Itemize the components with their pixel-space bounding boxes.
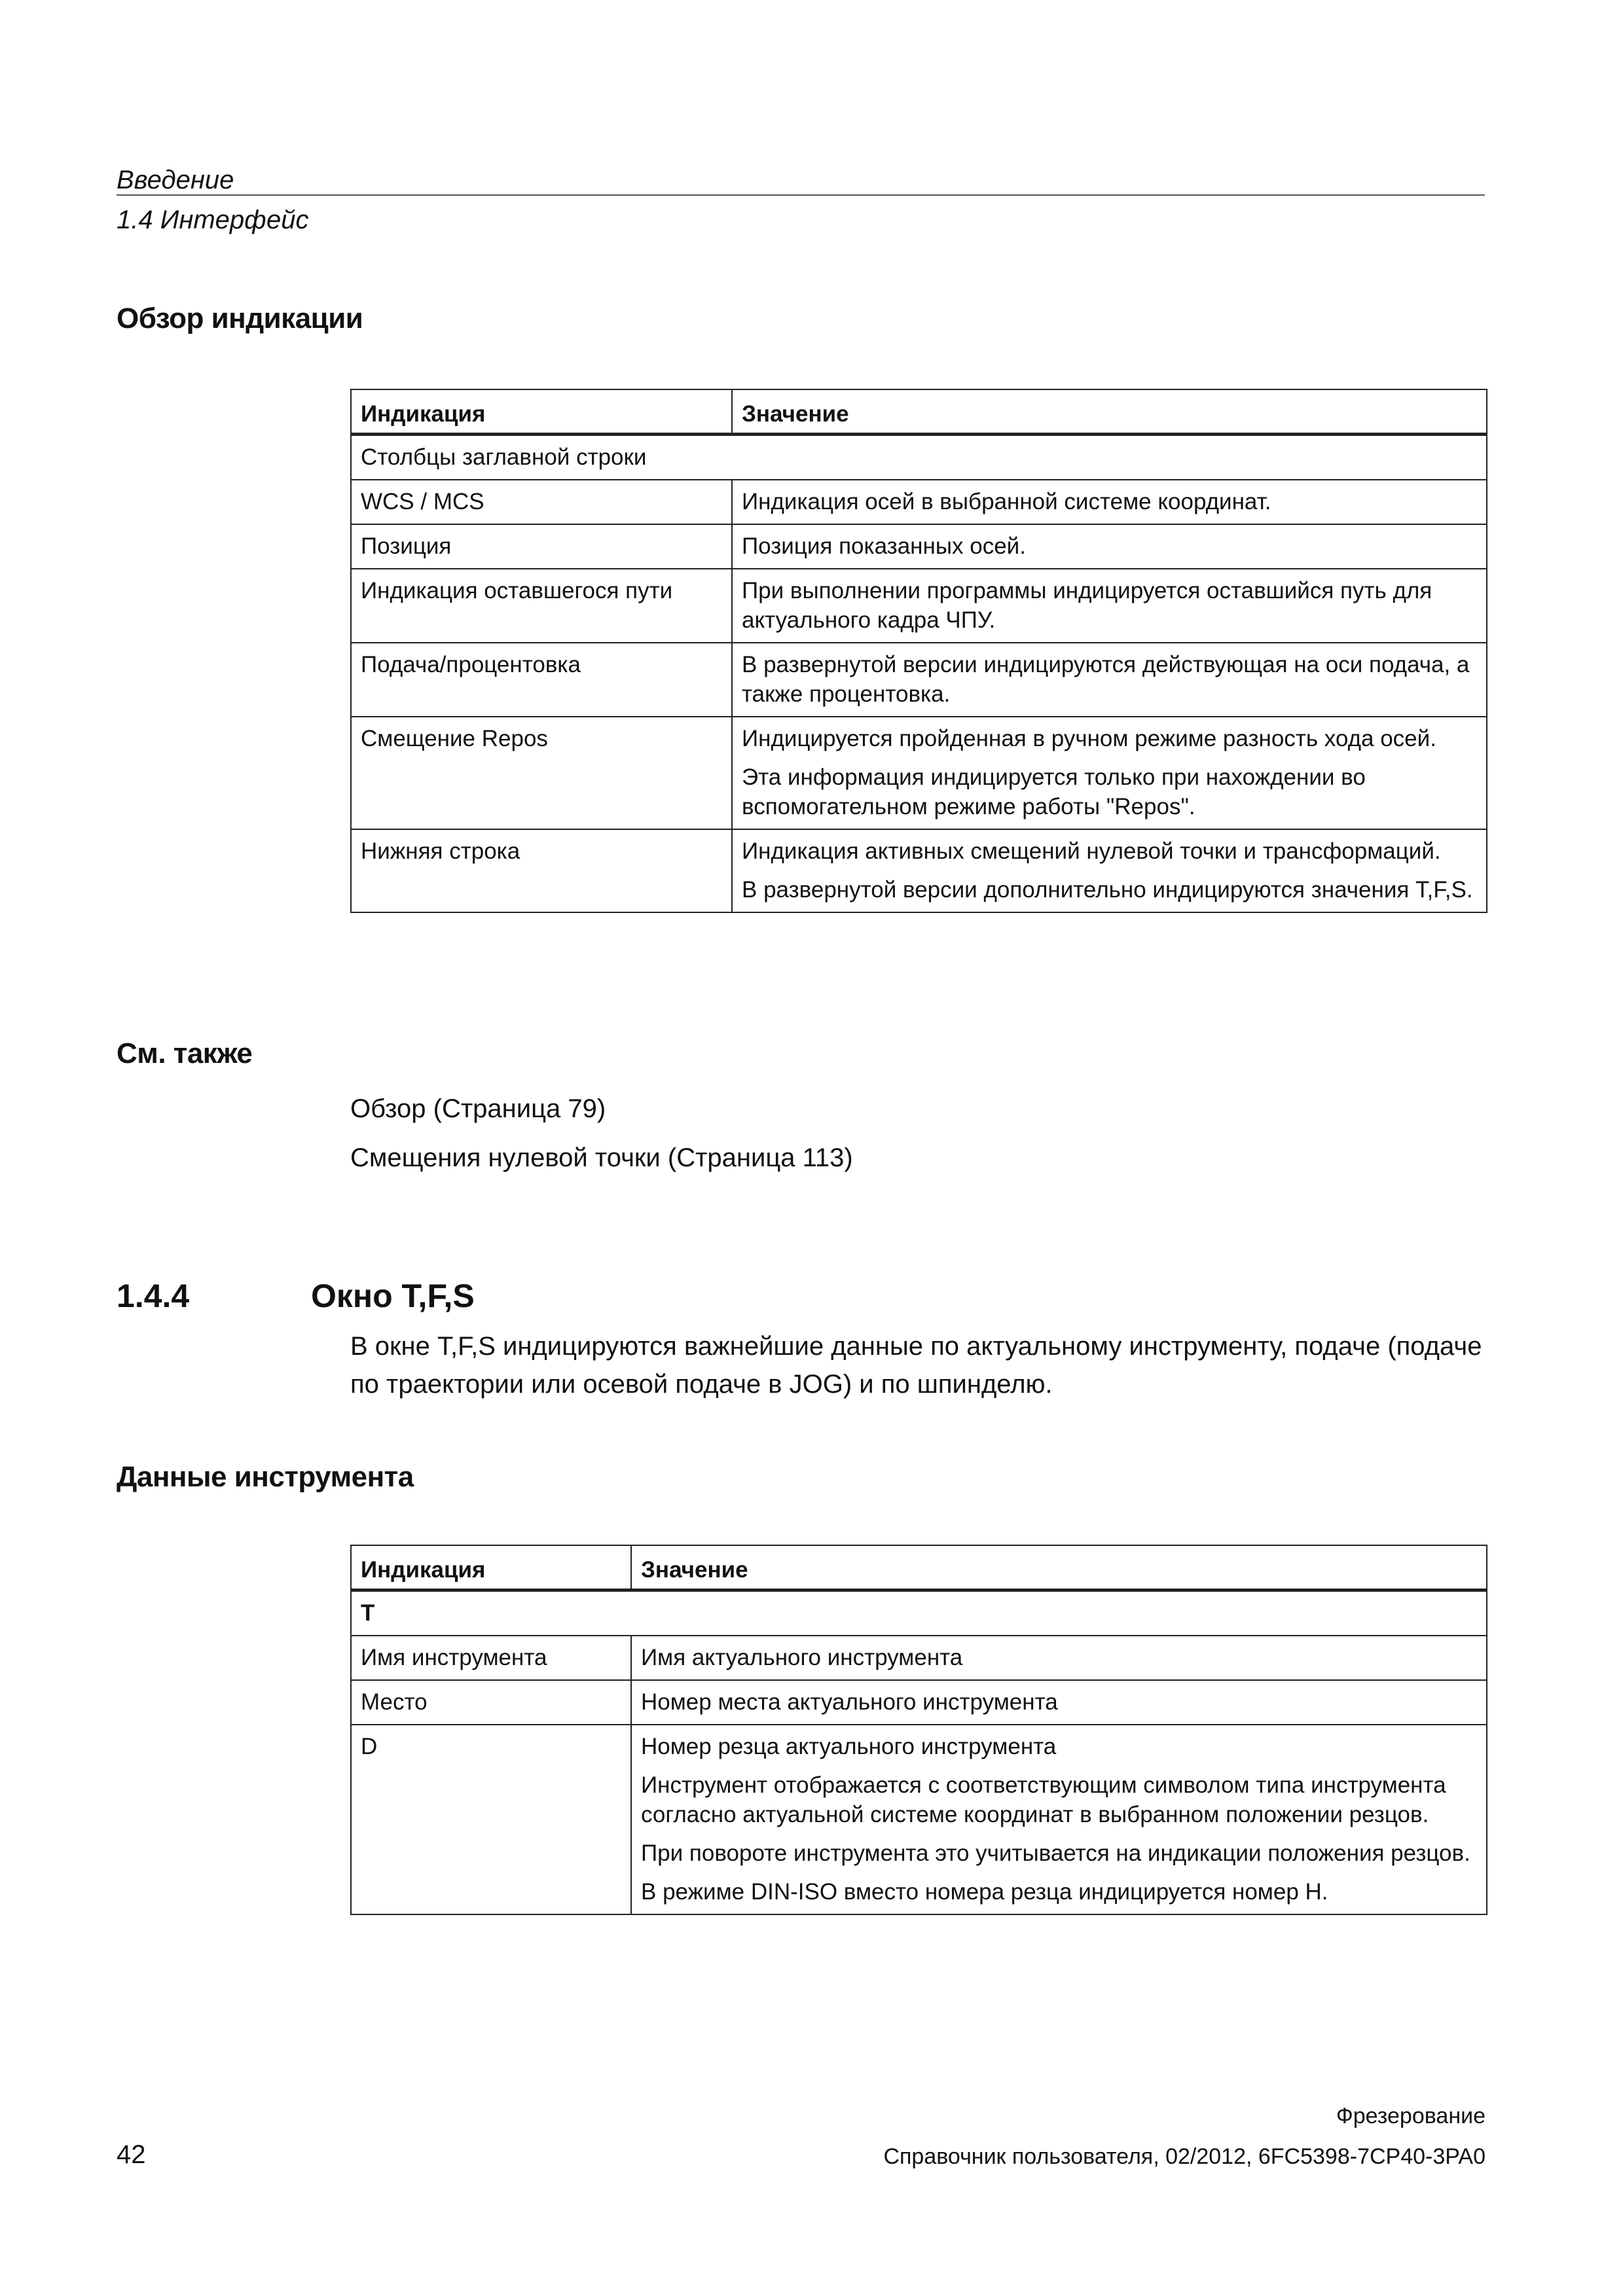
- row-description: [732, 643, 1487, 717]
- row-label: Нижняя строка: [351, 829, 732, 912]
- header-rule: [117, 194, 1485, 196]
- table-group-row: [351, 1590, 1487, 1636]
- table-row: [351, 1680, 1487, 1725]
- see-also-heading: См. также: [117, 1037, 253, 1069]
- row-label: Позиция: [351, 524, 732, 569]
- description-paragraph: При выполнении программы индицируется оставшийся путь для актуального кадра ЧПУ.: [742, 578, 1432, 633]
- column-header-indication: Индикация: [351, 1545, 631, 1590]
- table-header-row: [351, 1545, 1487, 1590]
- tool-data-heading: Данные инструмента: [117, 1461, 414, 1493]
- row-label: Подача/процентовка: [351, 643, 732, 717]
- description-paragraph: При повороте инструмента это учитывается на индикации положения резцов.: [641, 1840, 1470, 1866]
- table-row: [351, 1725, 1487, 1914]
- overview-table: [350, 389, 1487, 913]
- row-label: Индикация оставшегося пути: [351, 569, 732, 643]
- row-label: D: [351, 1725, 631, 1914]
- row-description: [631, 1680, 1487, 1725]
- section-title: Окно T,F,S: [311, 1278, 475, 1314]
- description-paragraph: В режиме DIN-ISO вместо номера резца индицируется номер H.: [641, 1879, 1328, 1905]
- row-description: [732, 717, 1487, 829]
- table-row: [351, 524, 1487, 569]
- table-row: [351, 569, 1487, 643]
- description-paragraph: В развернутой версии дополнительно индицируются значения T,F,S.: [742, 877, 1473, 903]
- table-row: [351, 829, 1487, 912]
- footer-manual-info: Справочник пользователя, 02/2012, 6FC5398-7CP40-3PA0: [883, 2144, 1486, 2169]
- row-description: [732, 480, 1487, 524]
- see-also-link-overview[interactable]: Обзор (Страница 79): [350, 1094, 606, 1123]
- description-paragraph: Индикация осей в выбранной системе координат.: [742, 489, 1271, 514]
- overview-heading: Обзор индикации: [117, 302, 363, 334]
- description-paragraph: Индикация активных смещений нулевой точки и трансформаций.: [742, 838, 1441, 864]
- see-also-link-zero-offsets[interactable]: Смещения нулевой точки (Страница 113): [350, 1143, 853, 1172]
- description-paragraph: Имя актуального инструмента: [641, 1645, 963, 1670]
- row-description: [631, 1636, 1487, 1680]
- row-label: Место: [351, 1680, 631, 1725]
- page-number: 42: [117, 2140, 146, 2169]
- description-paragraph: Номер места актуального инструмента: [641, 1689, 1058, 1715]
- tool-data-table: [350, 1545, 1487, 1915]
- running-header-section: 1.4 Интерфейс: [117, 206, 309, 234]
- section-intro-paragraph: В окне T,F,S индицируются важнейшие данные по актуальному инструменту, подаче (подаче по траектории или осевой подаче в JOG) и по шпинделю.: [350, 1332, 1482, 1399]
- description-paragraph: Номер резца актуального инструмента: [641, 1734, 1057, 1759]
- table-row: [351, 643, 1487, 717]
- description-paragraph: Инструмент отображается с соответствующим символом типа инструмента согласно актуальной системе координат в выбранном положении резцов.: [641, 1772, 1446, 1827]
- column-header-indication: Индикация: [351, 389, 732, 435]
- column-header-meaning: Значение: [732, 389, 1487, 435]
- table-group-row: [351, 435, 1487, 480]
- description-paragraph: Индицируется пройденная в ручном режиме разность хода осей.: [742, 726, 1436, 751]
- table-header-row: [351, 389, 1487, 435]
- row-label: WCS / MCS: [351, 480, 732, 524]
- row-description: [732, 829, 1487, 912]
- description-paragraph: Позиция показанных осей.: [742, 533, 1026, 559]
- row-description: [732, 569, 1487, 643]
- description-paragraph: В развернутой версии индицируются действующая на оси подача, а также процентовка.: [742, 652, 1470, 707]
- section-number: 1.4.4: [117, 1278, 190, 1314]
- table-row: [351, 1636, 1487, 1680]
- column-header-meaning: Значение: [631, 1545, 1487, 1590]
- footer-product: Фрезерование: [1336, 2104, 1486, 2128]
- row-label: Смещение Repos: [351, 717, 732, 829]
- row-description: [732, 524, 1487, 569]
- row-description: [631, 1725, 1487, 1914]
- table-row: [351, 480, 1487, 524]
- description-paragraph: Эта информация индицируется только при нахождении во вспомогательном режиме работы "Repos".: [742, 764, 1366, 819]
- group-label: Столбцы заглавной строки: [351, 435, 1487, 480]
- running-header-chapter: Введение: [117, 166, 234, 194]
- group-label: T: [351, 1590, 1487, 1636]
- table-row: [351, 717, 1487, 829]
- row-label: Имя инструмента: [351, 1636, 631, 1680]
